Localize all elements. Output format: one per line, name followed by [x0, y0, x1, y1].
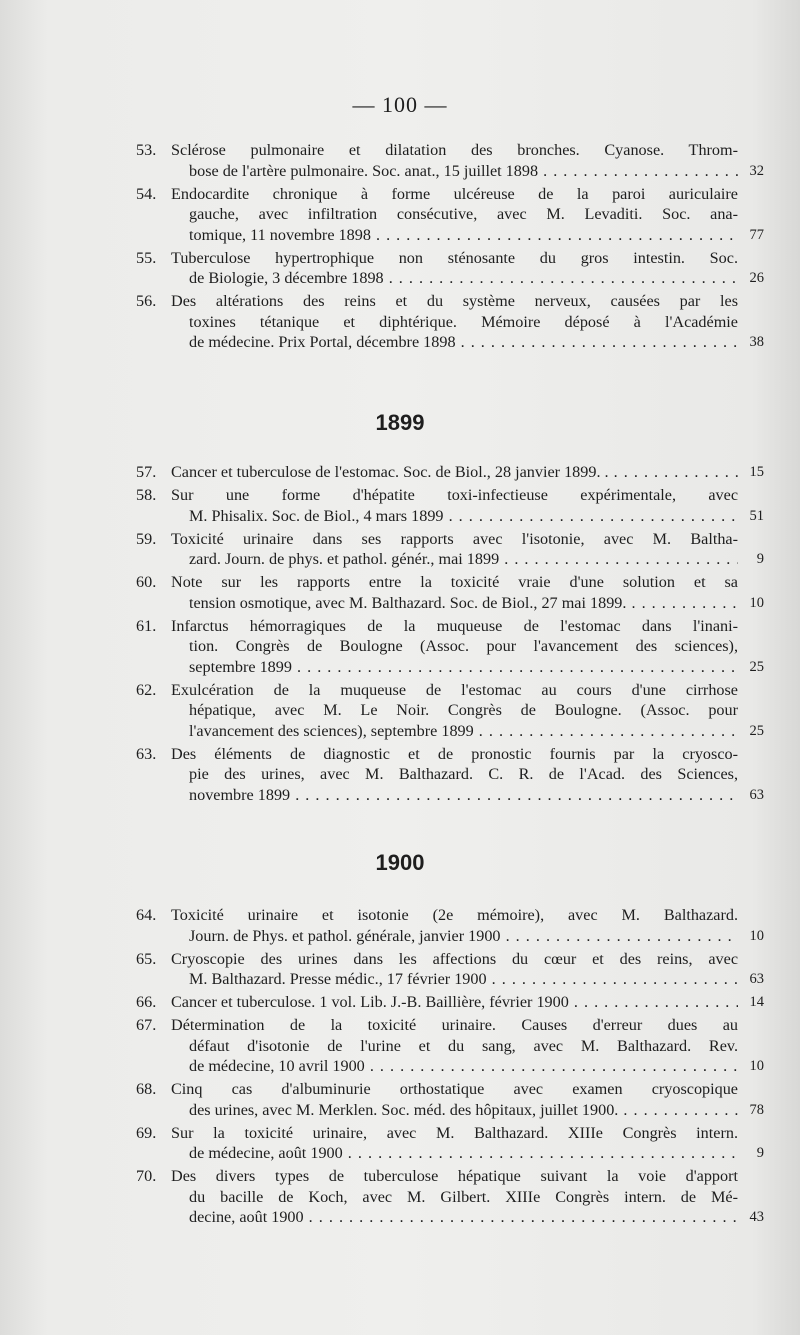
entry-text-line: Des éléments de diagnostic et de pronostic fournis par la cryosco-: [171, 744, 738, 763]
entry-number: 66.: [136, 993, 157, 1011]
bibliography-entry: [0, 616, 800, 678]
entry-text-line: decine, août 1900 . . .: [189, 1207, 738, 1228]
entry-text-line: pie des urines, avec M. Balthazard. C. R. de l'Acad. des Sciences,: [189, 765, 738, 783]
page-number: — 100 —: [352, 92, 448, 117]
entry-text-line: Des divers types de tuberculose hépatique suivant la voie d'apport: [171, 1167, 738, 1185]
bibliography-entry: [0, 905, 800, 946]
bibliography-entry: [0, 680, 800, 742]
entry-page-ref: 14: [749, 994, 764, 1010]
entry-text-line: des urines, avec M. Merklen. Soc. méd. des hôpitaux, juillet 1900. . . .: [189, 1100, 738, 1121]
entry-text-line: Journ. de Phys. et pathol. générale, janvier 1900 . . .: [189, 926, 738, 947]
entry-page-ref: 32: [749, 162, 764, 179]
entry-number: 67.: [136, 1016, 157, 1034]
entry-page-ref: 26: [749, 270, 764, 286]
entry-number: 60.: [136, 573, 157, 591]
entry-number: 54.: [136, 184, 157, 203]
entry-page-ref: 10: [749, 1058, 764, 1074]
entry-number: 64.: [136, 906, 157, 924]
entry-page-ref: 43: [749, 1209, 764, 1225]
entry-number: 68.: [136, 1080, 157, 1098]
entry-text-line: de médecine. Prix Portal, décembre 1898 . . .: [189, 332, 738, 353]
bibliography-entry: [0, 184, 800, 246]
entry-text-line: Endocardite chronique à forme ulcéreuse de la paroi auriculaire: [171, 184, 738, 203]
entry-text-line: tion. Congrès de Boulogne (Assoc. pour l'avancement des sciences),: [189, 637, 738, 655]
entry-text-line: Détermination de la toxicité urinaire. Causes d'erreur dues au: [171, 1016, 738, 1034]
bibliography-entry: [0, 1015, 800, 1077]
entry-page-ref: 38: [749, 334, 764, 350]
entry-text-line: Sur une forme d'hépatite toxi-infectieuse expérimentale, avec: [171, 486, 738, 504]
entry-text-line: tension osmotique, avec M. Balthazard. Soc. de Biol., 27 mai 1899. . . .: [189, 593, 738, 614]
bibliography-entry: [0, 992, 800, 1013]
entry-page-ref: 63: [749, 786, 764, 803]
entry-text-line: Toxicité urinaire dans ses rapports avec l'isotonie, avec M. Baltha-: [171, 529, 738, 548]
entry-text-line: l'avancement des sciences), septembre 1899 . . .: [189, 721, 738, 742]
bibliography-entry: [0, 1079, 800, 1120]
entries-list: [0, 140, 800, 355]
entry-text-line: Cryoscopie des urines dans les affections du cœur et des reins, avec: [171, 949, 738, 968]
entry-text-line: Infarctus hémorragiques de la muqueuse de l'estomac dans l'inani-: [171, 616, 738, 635]
bibliography-entry: [0, 1166, 800, 1228]
section-heading-1900: 1900: [375, 850, 425, 875]
entry-number: 65.: [136, 949, 157, 968]
entry-number: 53.: [136, 141, 157, 159]
bibliography-entry: [0, 485, 800, 526]
entry-text-line: Sclérose pulmonaire et dilatation des bronches. Cyanose. Throm-: [171, 141, 738, 159]
bibliography-entry: [0, 744, 800, 806]
bibliography-entry: [0, 949, 800, 990]
entries-list: [0, 462, 800, 808]
entry-text-line: septembre 1899 . . .: [189, 657, 738, 678]
entry-text-line: M. Balthazard. Presse médic., 17 février 1900 . . .: [189, 969, 738, 990]
entry-text-line: Cancer et tuberculose de l'estomac. Soc. de Biol., 28 janvier 1899. . . . .: [171, 462, 738, 483]
entry-text-line: gauche, avec infiltration consécutive, avec M. Levaditi. Soc. ana-: [189, 205, 738, 223]
entry-number: 63.: [136, 744, 157, 763]
entry-number: 69.: [136, 1123, 157, 1142]
entry-text-line: bose de l'artère pulmonaire. Soc. anat., 15 juillet 1898 . . .: [189, 161, 738, 182]
entry-text-line: Cancer et tuberculose. 1 vol. Lib. J.-B. Baillière, février 1900 . . .: [171, 992, 738, 1013]
entry-text-line: Cinq cas d'albuminurie orthostatique avec examen cryoscopique: [171, 1080, 738, 1098]
bibliography-entry: [0, 1123, 800, 1164]
entry-page-ref: 9: [756, 1145, 764, 1161]
entry-number: 55.: [136, 248, 157, 267]
entry-page-ref: 78: [749, 1101, 764, 1118]
entry-page-ref: 9: [756, 551, 764, 567]
entry-page-ref: 25: [749, 658, 764, 675]
entry-text-line: défaut d'isotonie de l'urine et du sang, avec M. Balthazard. Rev.: [189, 1036, 738, 1055]
entry-text-line: toxines tétanique et diphtérique. Mémoire déposé à l'Académie: [189, 312, 738, 331]
entry-page-ref: 25: [749, 722, 764, 739]
entry-text-line: tomique, 11 novembre 1898 . . .: [189, 225, 738, 246]
bibliography-entry: [0, 248, 800, 289]
entries-list: [0, 905, 800, 1230]
entry-page-ref: 77: [749, 226, 764, 243]
entry-text-line: de médecine, août 1900 . . .: [189, 1143, 738, 1164]
entry-page-ref: 51: [749, 507, 764, 524]
entry-page-ref: 10: [749, 594, 764, 611]
entry-text-line: Sur la toxicité urinaire, avec M. Balthazard. XIIIe Congrès intern.: [171, 1123, 738, 1142]
entry-page-ref: 10: [749, 927, 764, 944]
section-heading-1899: 1899: [375, 410, 425, 435]
entry-number: 58.: [136, 486, 157, 504]
bibliography-entry: [0, 140, 800, 181]
entry-text-line: Toxicité urinaire et isotonie (2e mémoire), avec M. Balthazard.: [171, 906, 738, 924]
entry-number: 70.: [136, 1167, 157, 1185]
entry-text-line: Note sur les rapports entre la toxicité vraie d'une solution et sa: [171, 573, 738, 591]
entry-text-line: hépatique, avec M. Le Noir. Congrès de Boulogne. (Assoc. pour: [189, 701, 738, 719]
entry-number: 57.: [136, 463, 157, 481]
entry-number: 59.: [136, 529, 157, 548]
entry-text-line: Des altérations des reins et du système nerveux, causées par les: [171, 292, 738, 310]
entry-text-line: M. Phisalix. Soc. de Biol., 4 mars 1899 . . .: [189, 506, 738, 527]
entry-text-line: novembre 1899 . . .: [189, 785, 738, 806]
entry-text-line: de médecine, 10 avril 1900 . . .: [189, 1056, 738, 1077]
entry-number: 62.: [136, 680, 157, 699]
entry-page-ref: 63: [749, 971, 764, 987]
entry-text-line: du bacille de Koch, avec M. Gilbert. XIIIe Congrès intern. de Mé-: [189, 1187, 738, 1206]
entry-text-line: de Biologie, 3 décembre 1898 . . .: [189, 268, 738, 289]
entry-number: 56.: [136, 292, 157, 310]
bibliography-entry: [0, 462, 800, 483]
entry-number: 61.: [136, 616, 157, 635]
bibliography-entry: [0, 529, 800, 570]
entry-page-ref: 15: [749, 464, 764, 480]
entry-text-line: zard. Journ. de phys. et pathol. génér., mai 1899 . . .: [189, 549, 738, 570]
entry-text-line: Tuberculose hypertrophique non sténosante du gros intestin. Soc.: [171, 248, 738, 267]
bibliography-entry: [0, 291, 800, 353]
entry-text-line: Exulcération de la muqueuse de l'estomac au cours d'une cirrhose: [171, 680, 738, 699]
bibliography-entry: [0, 572, 800, 613]
